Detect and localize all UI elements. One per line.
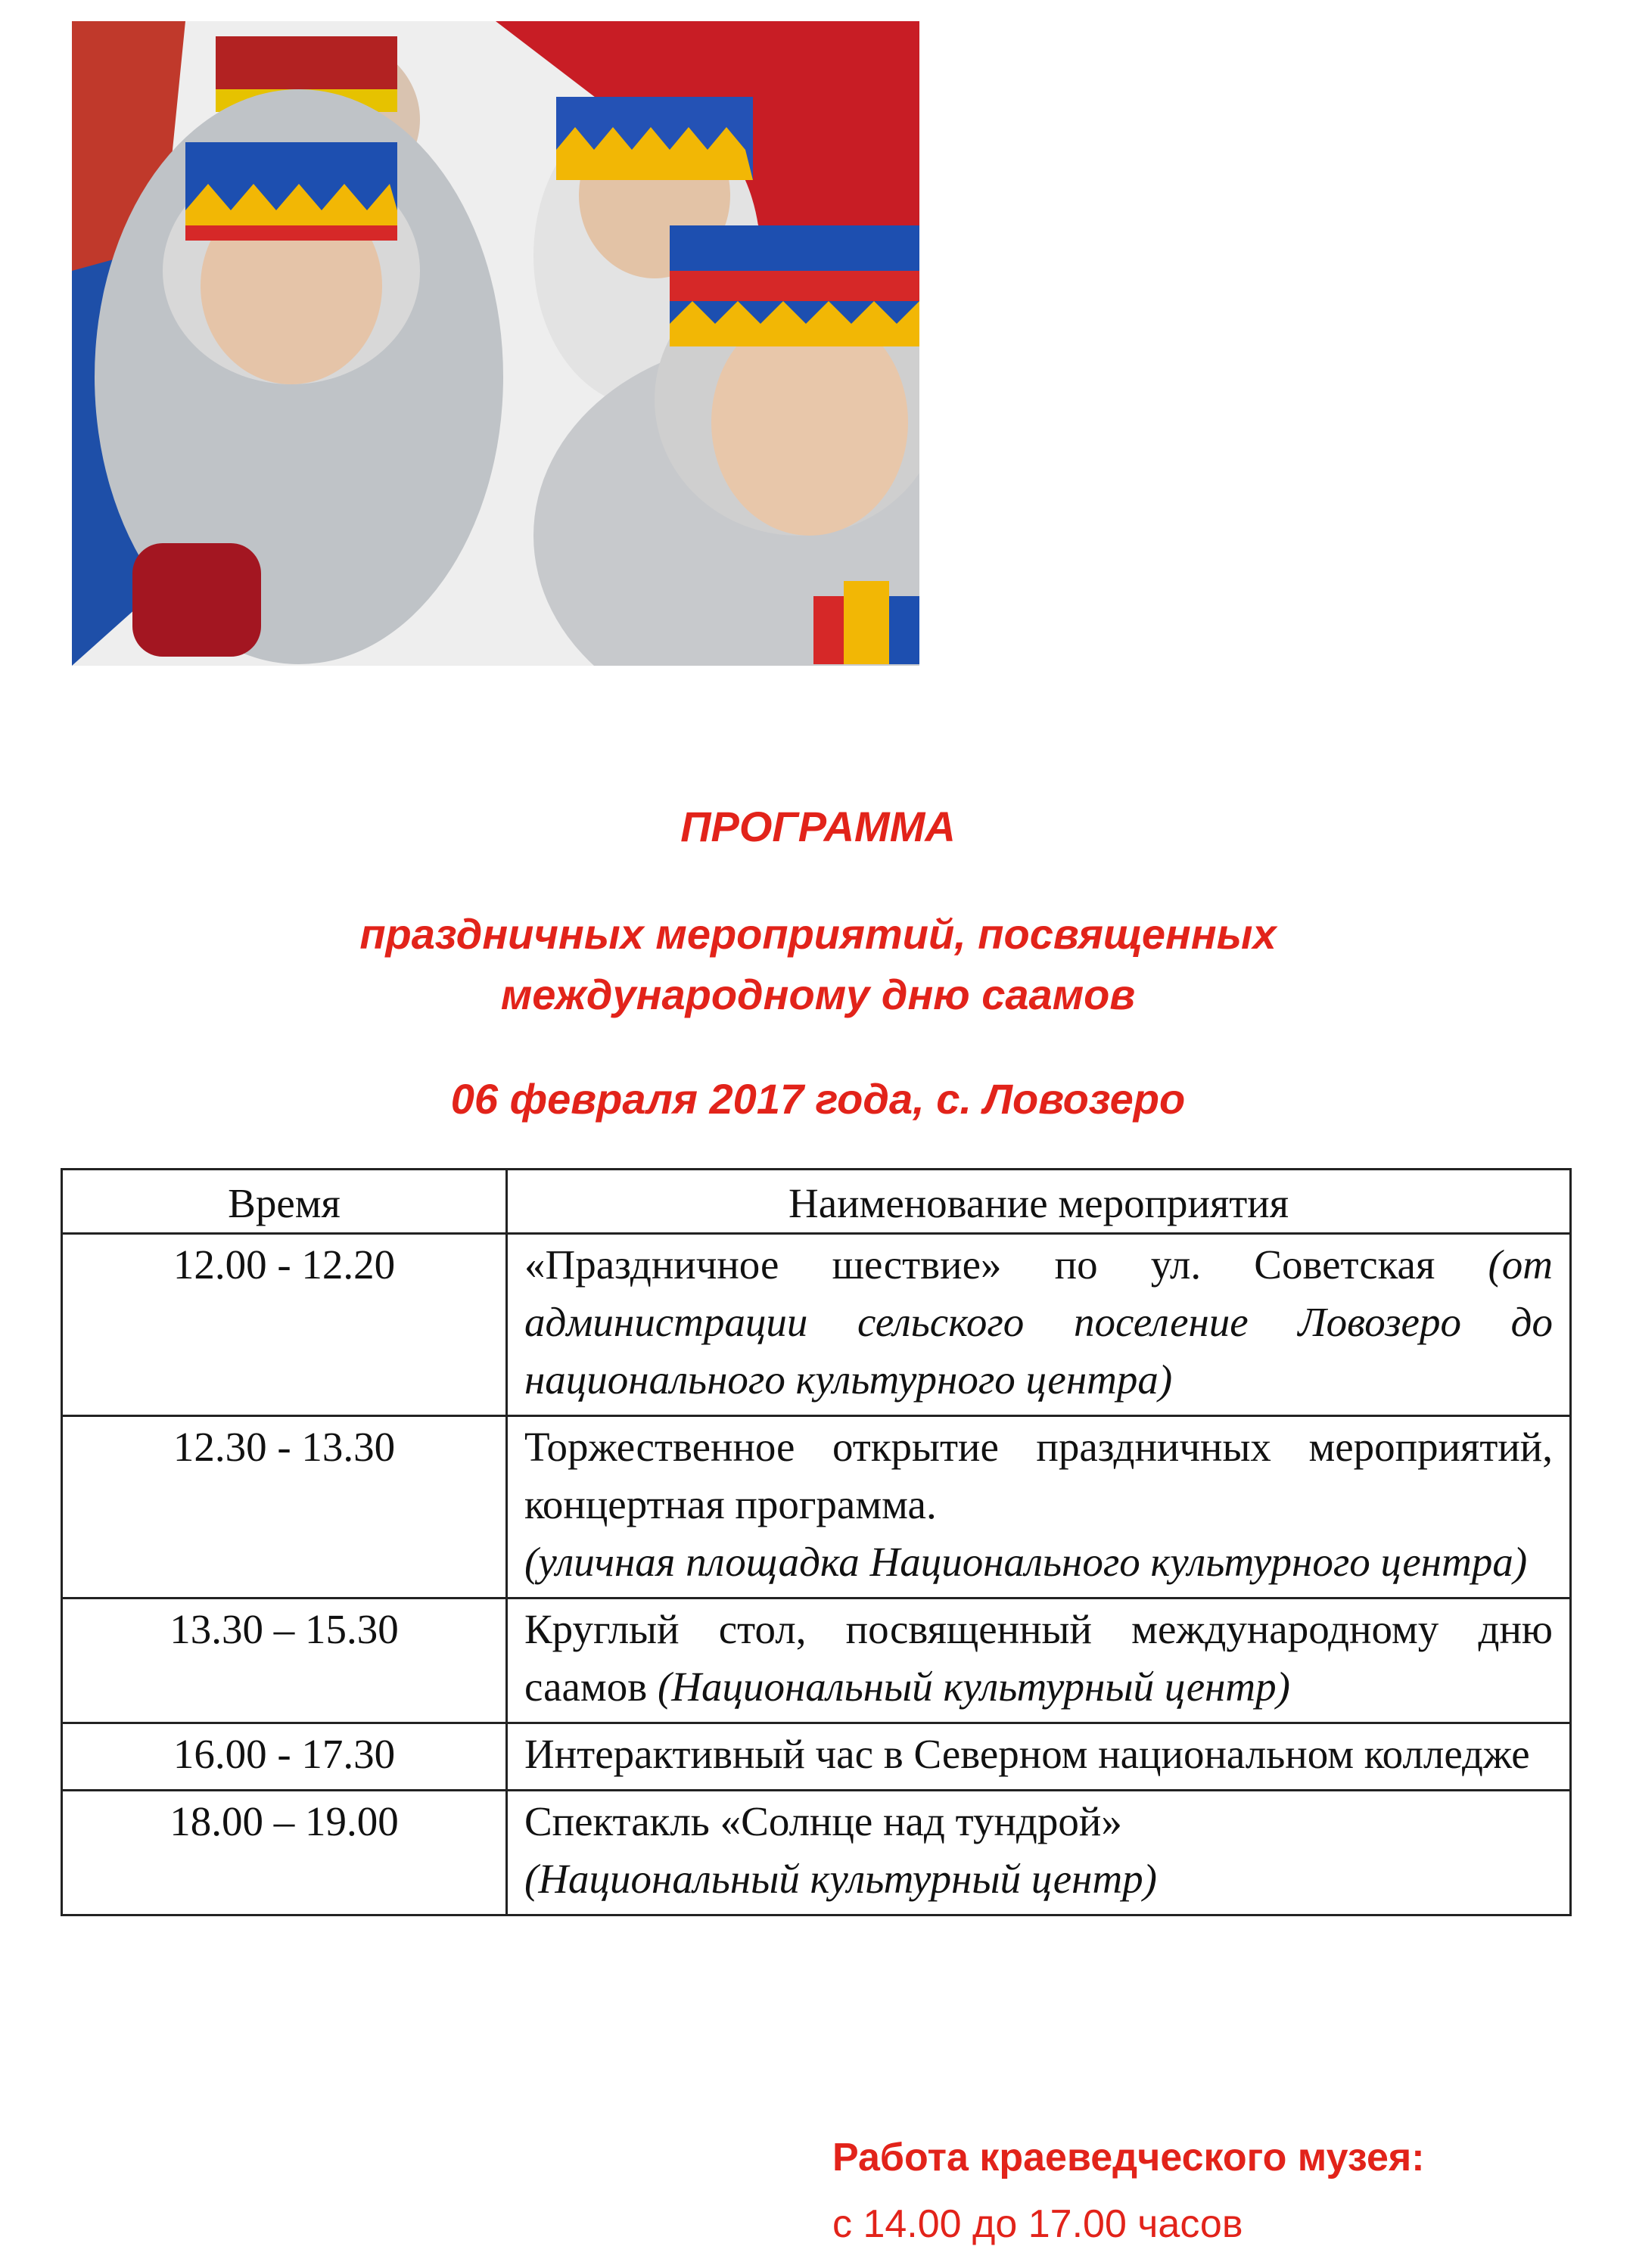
- table-header-row: [62, 1170, 1571, 1234]
- schedule-table: [61, 1168, 1572, 1916]
- event-time: 13.30 – 15.30: [62, 1598, 507, 1723]
- event-location-note: (Национальный культурный центр): [657, 1664, 1290, 1710]
- museum-hours-time: с 14.00 до 17.00 часов: [832, 2202, 1243, 2246]
- subheading-line-1: праздничных мероприятий, посвященных: [359, 910, 1277, 958]
- museum-hours-title: Работа краеведческого музея:: [832, 2136, 1425, 2179]
- event-name: Торжественное открытие праздничных мероприятий, концертная программа.: [524, 1424, 1553, 1527]
- event-description: [507, 1234, 1571, 1416]
- header-event-name: Наименование мероприятия: [507, 1170, 1571, 1234]
- program-heading: ПРОГРАММА: [680, 803, 956, 850]
- event-location-note: (от администрации сельского поселение Ловозеро до национального культурного центра): [524, 1241, 1553, 1403]
- event-name: Круглый стол, посвященный международному дню саамов: [524, 1606, 1553, 1710]
- event-description: [507, 1598, 1571, 1723]
- children-in-sami-costume-illustration: [72, 21, 919, 666]
- table-row: [62, 1416, 1571, 1598]
- program-subheading: [0, 904, 1636, 1025]
- event-time: 12.00 - 12.20: [62, 1234, 507, 1416]
- table-row: [62, 1791, 1571, 1915]
- event-name: Интерактивный час в Северном национальном колледже: [524, 1731, 1530, 1777]
- subheading-line-2: международному дню саамов: [500, 971, 1136, 1018]
- event-description: [507, 1723, 1571, 1791]
- event-description: [507, 1791, 1571, 1915]
- event-location-note: (Национальный культурный центр): [524, 1856, 1157, 1902]
- table-row: [62, 1234, 1571, 1416]
- event-location-note: (уличная площадка Национального культурного центра): [524, 1539, 1528, 1585]
- event-time: 12.30 - 13.30: [62, 1416, 507, 1598]
- event-name: Спектакль «Солнце над тундрой»: [524, 1798, 1122, 1844]
- event-time: 18.00 – 19.00: [62, 1791, 507, 1915]
- museum-hours: [832, 2124, 1425, 2257]
- event-name: «Праздничное шествие» по ул. Советская: [524, 1241, 1435, 1288]
- header-time: Время: [62, 1170, 507, 1234]
- event-time: 16.00 - 17.30: [62, 1723, 507, 1791]
- event-description: [507, 1416, 1571, 1598]
- table-row: [62, 1598, 1571, 1723]
- date-and-place: 06 февраля 2017 года, с. Ловозеро: [450, 1075, 1186, 1123]
- table-row: [62, 1723, 1571, 1791]
- header-photo: [72, 21, 919, 666]
